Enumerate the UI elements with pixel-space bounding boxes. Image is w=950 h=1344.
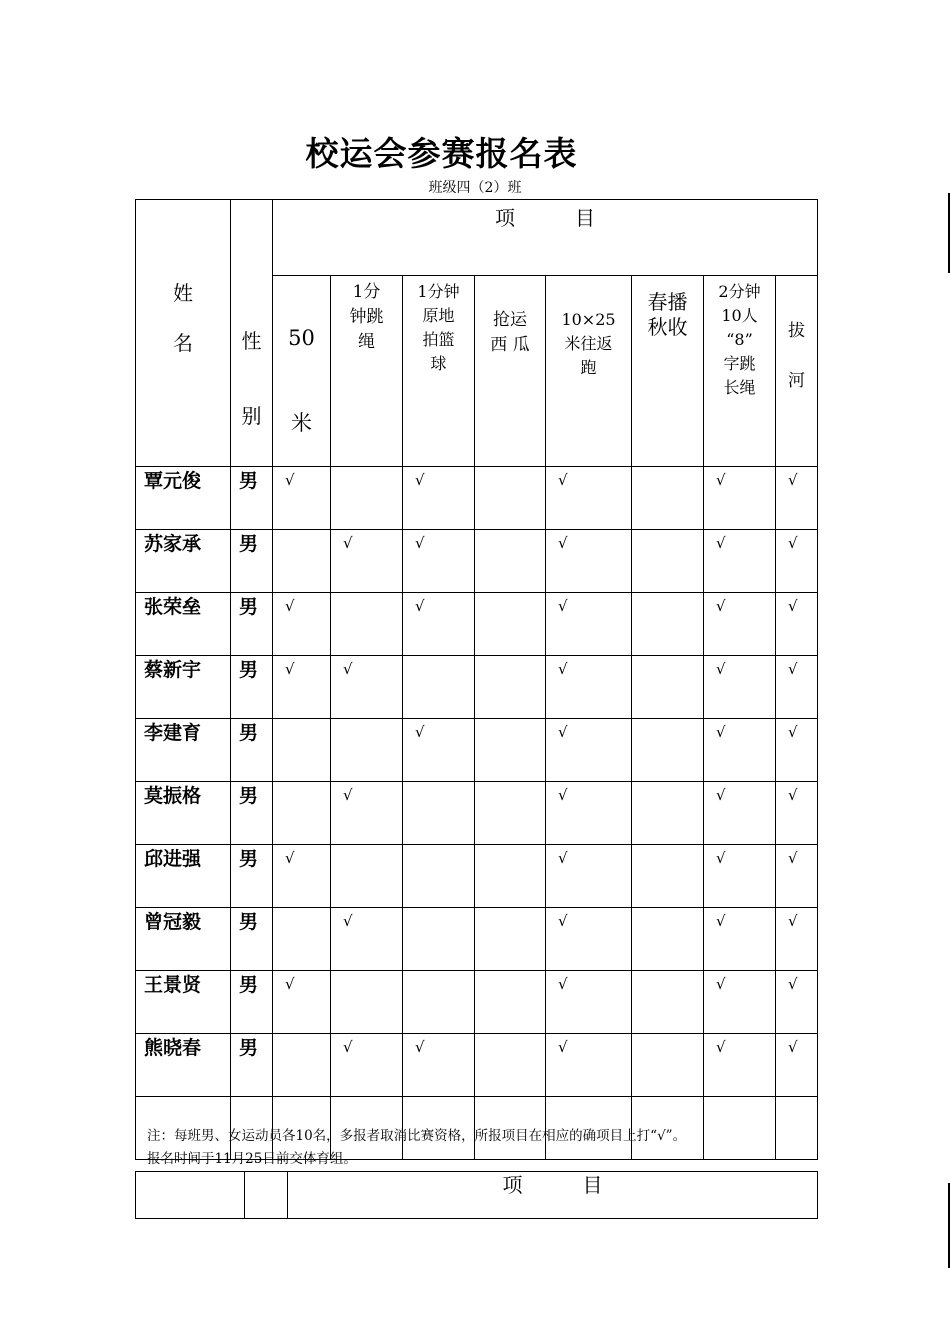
check-mark: √ <box>716 975 726 993</box>
event-cell <box>331 719 403 782</box>
check-mark: √ <box>788 786 798 804</box>
event-header-4: 抢运 西 瓜 <box>475 276 546 467</box>
check-mark: √ <box>343 912 353 930</box>
check-mark: √ <box>415 1038 425 1056</box>
table-row <box>136 467 818 530</box>
event-cell <box>632 530 704 593</box>
event-cell <box>475 1034 546 1097</box>
event-cell <box>403 656 475 719</box>
athlete-sex: 男 <box>231 719 273 782</box>
event-header-2: 1分 钟跳 绳 <box>331 276 403 467</box>
athlete-sex: 男 <box>231 782 273 845</box>
event-cell <box>475 782 546 845</box>
event-cell <box>546 845 632 908</box>
table-row <box>136 1034 818 1097</box>
event-header-6: 春播 秋收 <box>632 276 704 467</box>
check-mark: √ <box>343 786 353 804</box>
check-mark: √ <box>558 786 568 804</box>
event-header-3: 1分钟 原地 拍篮 球 <box>403 276 475 467</box>
check-mark: √ <box>558 534 568 552</box>
table-row <box>136 530 818 593</box>
event-cell <box>273 530 331 593</box>
event-header-8: 拔 河 <box>776 276 818 467</box>
athlete-sex: 男 <box>231 467 273 530</box>
event-cell <box>475 593 546 656</box>
events-group-header-2: 项 目 <box>288 1172 818 1219</box>
athlete-name: 邱进强 <box>136 845 231 908</box>
event-cell <box>632 782 704 845</box>
table-row <box>136 656 818 719</box>
event-cell <box>546 530 632 593</box>
check-mark: √ <box>716 471 726 489</box>
event-cell <box>632 593 704 656</box>
table-row <box>136 908 818 971</box>
note-line-1: 注：每班男、女运动员各10名，多报者取消比赛资格，所报项目在相应的确项目上打“√”。 <box>147 1128 687 1144</box>
event-cell <box>475 719 546 782</box>
check-mark: √ <box>716 786 726 804</box>
event-cell <box>546 971 632 1034</box>
event-cell <box>704 971 776 1034</box>
check-mark: √ <box>788 849 798 867</box>
check-mark: √ <box>788 975 798 993</box>
event-cell <box>331 782 403 845</box>
event-cell <box>475 656 546 719</box>
events-group-header: 项 目 <box>273 200 818 276</box>
athlete-name: 熊晓春 <box>136 1034 231 1097</box>
event-cell <box>546 656 632 719</box>
event-cell <box>776 971 818 1034</box>
event-cell <box>273 656 331 719</box>
event-cell <box>776 782 818 845</box>
check-mark: √ <box>716 1038 726 1056</box>
athlete-name: 张荣垒 <box>136 593 231 656</box>
event-cell <box>546 467 632 530</box>
event-cell <box>331 530 403 593</box>
event-cell <box>776 1034 818 1097</box>
check-mark: √ <box>788 471 798 489</box>
event-cell <box>632 845 704 908</box>
event-cell <box>331 971 403 1034</box>
event-cell <box>403 908 475 971</box>
check-mark: √ <box>558 849 568 867</box>
event-cell <box>546 593 632 656</box>
note-line-2: 报名时间于11月25日前交体育组。 <box>147 1151 357 1167</box>
event-cell <box>546 719 632 782</box>
event-header-7: 2分钟 10人 “8” 字跳 长绳 <box>704 276 776 467</box>
event-cell <box>273 908 331 971</box>
check-mark: √ <box>558 723 568 741</box>
check-mark: √ <box>788 723 798 741</box>
event-cell <box>704 530 776 593</box>
table-row <box>136 845 818 908</box>
athlete-name: 莫振格 <box>136 782 231 845</box>
check-mark: √ <box>716 534 726 552</box>
event-cell <box>704 593 776 656</box>
check-mark: √ <box>716 660 726 678</box>
event-cell <box>403 467 475 530</box>
check-mark: √ <box>716 723 726 741</box>
event-cell <box>475 845 546 908</box>
athlete-name: 覃元俊 <box>136 467 231 530</box>
event-cell <box>704 467 776 530</box>
athlete-sex: 男 <box>231 845 273 908</box>
event-header-1: 50 米 <box>273 276 331 467</box>
event-cell <box>776 719 818 782</box>
event-cell <box>776 908 818 971</box>
event-cell <box>273 467 331 530</box>
event-cell <box>273 971 331 1034</box>
athlete-sex: 男 <box>231 1034 273 1097</box>
event-cell <box>704 656 776 719</box>
event-cell <box>704 1034 776 1097</box>
event-cell <box>546 782 632 845</box>
registration-table <box>135 199 818 1160</box>
athlete-name: 王景贤 <box>136 971 231 1034</box>
event-cell <box>331 656 403 719</box>
check-mark: √ <box>285 597 295 615</box>
event-cell <box>776 467 818 530</box>
event-cell <box>546 908 632 971</box>
second-table <box>135 1171 818 1219</box>
athlete-name: 蔡新宇 <box>136 656 231 719</box>
event-cell <box>273 593 331 656</box>
event-cell <box>776 656 818 719</box>
check-mark: √ <box>343 1038 353 1056</box>
check-mark: √ <box>415 471 425 489</box>
event-cell <box>632 1034 704 1097</box>
event-cell <box>331 908 403 971</box>
athlete-sex: 男 <box>231 908 273 971</box>
event-cell <box>403 719 475 782</box>
event-cell <box>273 719 331 782</box>
athlete-name: 李建育 <box>136 719 231 782</box>
athlete-sex: 男 <box>231 971 273 1034</box>
event-cell <box>632 908 704 971</box>
check-mark: √ <box>788 912 798 930</box>
event-cell <box>475 908 546 971</box>
event-cell <box>632 971 704 1034</box>
event-cell <box>403 782 475 845</box>
event-cell <box>776 593 818 656</box>
event-cell <box>403 1034 475 1097</box>
check-mark: √ <box>343 660 353 678</box>
check-mark: √ <box>558 975 568 993</box>
event-cell <box>331 467 403 530</box>
check-mark: √ <box>788 534 798 552</box>
check-mark: √ <box>788 660 798 678</box>
event-cell <box>546 1034 632 1097</box>
check-mark: √ <box>415 534 425 552</box>
check-mark: √ <box>415 723 425 741</box>
event-cell <box>475 467 546 530</box>
event-cell <box>632 467 704 530</box>
event-cell <box>704 908 776 971</box>
check-mark: √ <box>788 597 798 615</box>
check-mark: √ <box>558 912 568 930</box>
athlete-sex: 男 <box>231 530 273 593</box>
check-mark: √ <box>558 597 568 615</box>
sex-header: 性 别 <box>231 200 273 467</box>
event-cell <box>273 845 331 908</box>
page-title: 校运会参赛报名表 <box>305 134 578 173</box>
event-cell <box>704 719 776 782</box>
athlete-name: 曾冠毅 <box>136 908 231 971</box>
check-mark: √ <box>285 975 295 993</box>
event-cell <box>403 971 475 1034</box>
athlete-name: 苏家承 <box>136 530 231 593</box>
event-cell <box>331 845 403 908</box>
check-mark: √ <box>716 912 726 930</box>
event-cell <box>776 530 818 593</box>
check-mark: √ <box>558 1038 568 1056</box>
event-cell <box>776 845 818 908</box>
event-cell <box>331 593 403 656</box>
check-mark: √ <box>285 660 295 678</box>
event-cell <box>632 656 704 719</box>
event-header-5: 10×25 米往返 跑 <box>546 276 632 467</box>
footnote <box>147 1125 827 1171</box>
class-label: 班级四（2）班 <box>428 180 522 196</box>
check-mark: √ <box>558 660 568 678</box>
event-cell <box>475 971 546 1034</box>
event-cell <box>331 1034 403 1097</box>
event-cell <box>273 782 331 845</box>
event-cell <box>403 530 475 593</box>
check-mark: √ <box>558 471 568 489</box>
event-cell <box>632 719 704 782</box>
check-mark: √ <box>343 534 353 552</box>
event-cell <box>704 845 776 908</box>
check-mark: √ <box>285 849 295 867</box>
event-cell <box>273 1034 331 1097</box>
check-mark: √ <box>285 471 295 489</box>
event-cell <box>403 593 475 656</box>
table-row <box>136 593 818 656</box>
table-row <box>136 719 818 782</box>
event-cell <box>704 782 776 845</box>
check-mark: √ <box>415 597 425 615</box>
check-mark: √ <box>716 849 726 867</box>
athlete-sex: 男 <box>231 593 273 656</box>
check-mark: √ <box>788 1038 798 1056</box>
table-row <box>136 971 818 1034</box>
event-cell <box>403 845 475 908</box>
event-cell <box>475 530 546 593</box>
name-header: 姓 名 <box>136 200 231 467</box>
table-row <box>136 782 818 845</box>
check-mark: √ <box>716 597 726 615</box>
athlete-sex: 男 <box>231 656 273 719</box>
